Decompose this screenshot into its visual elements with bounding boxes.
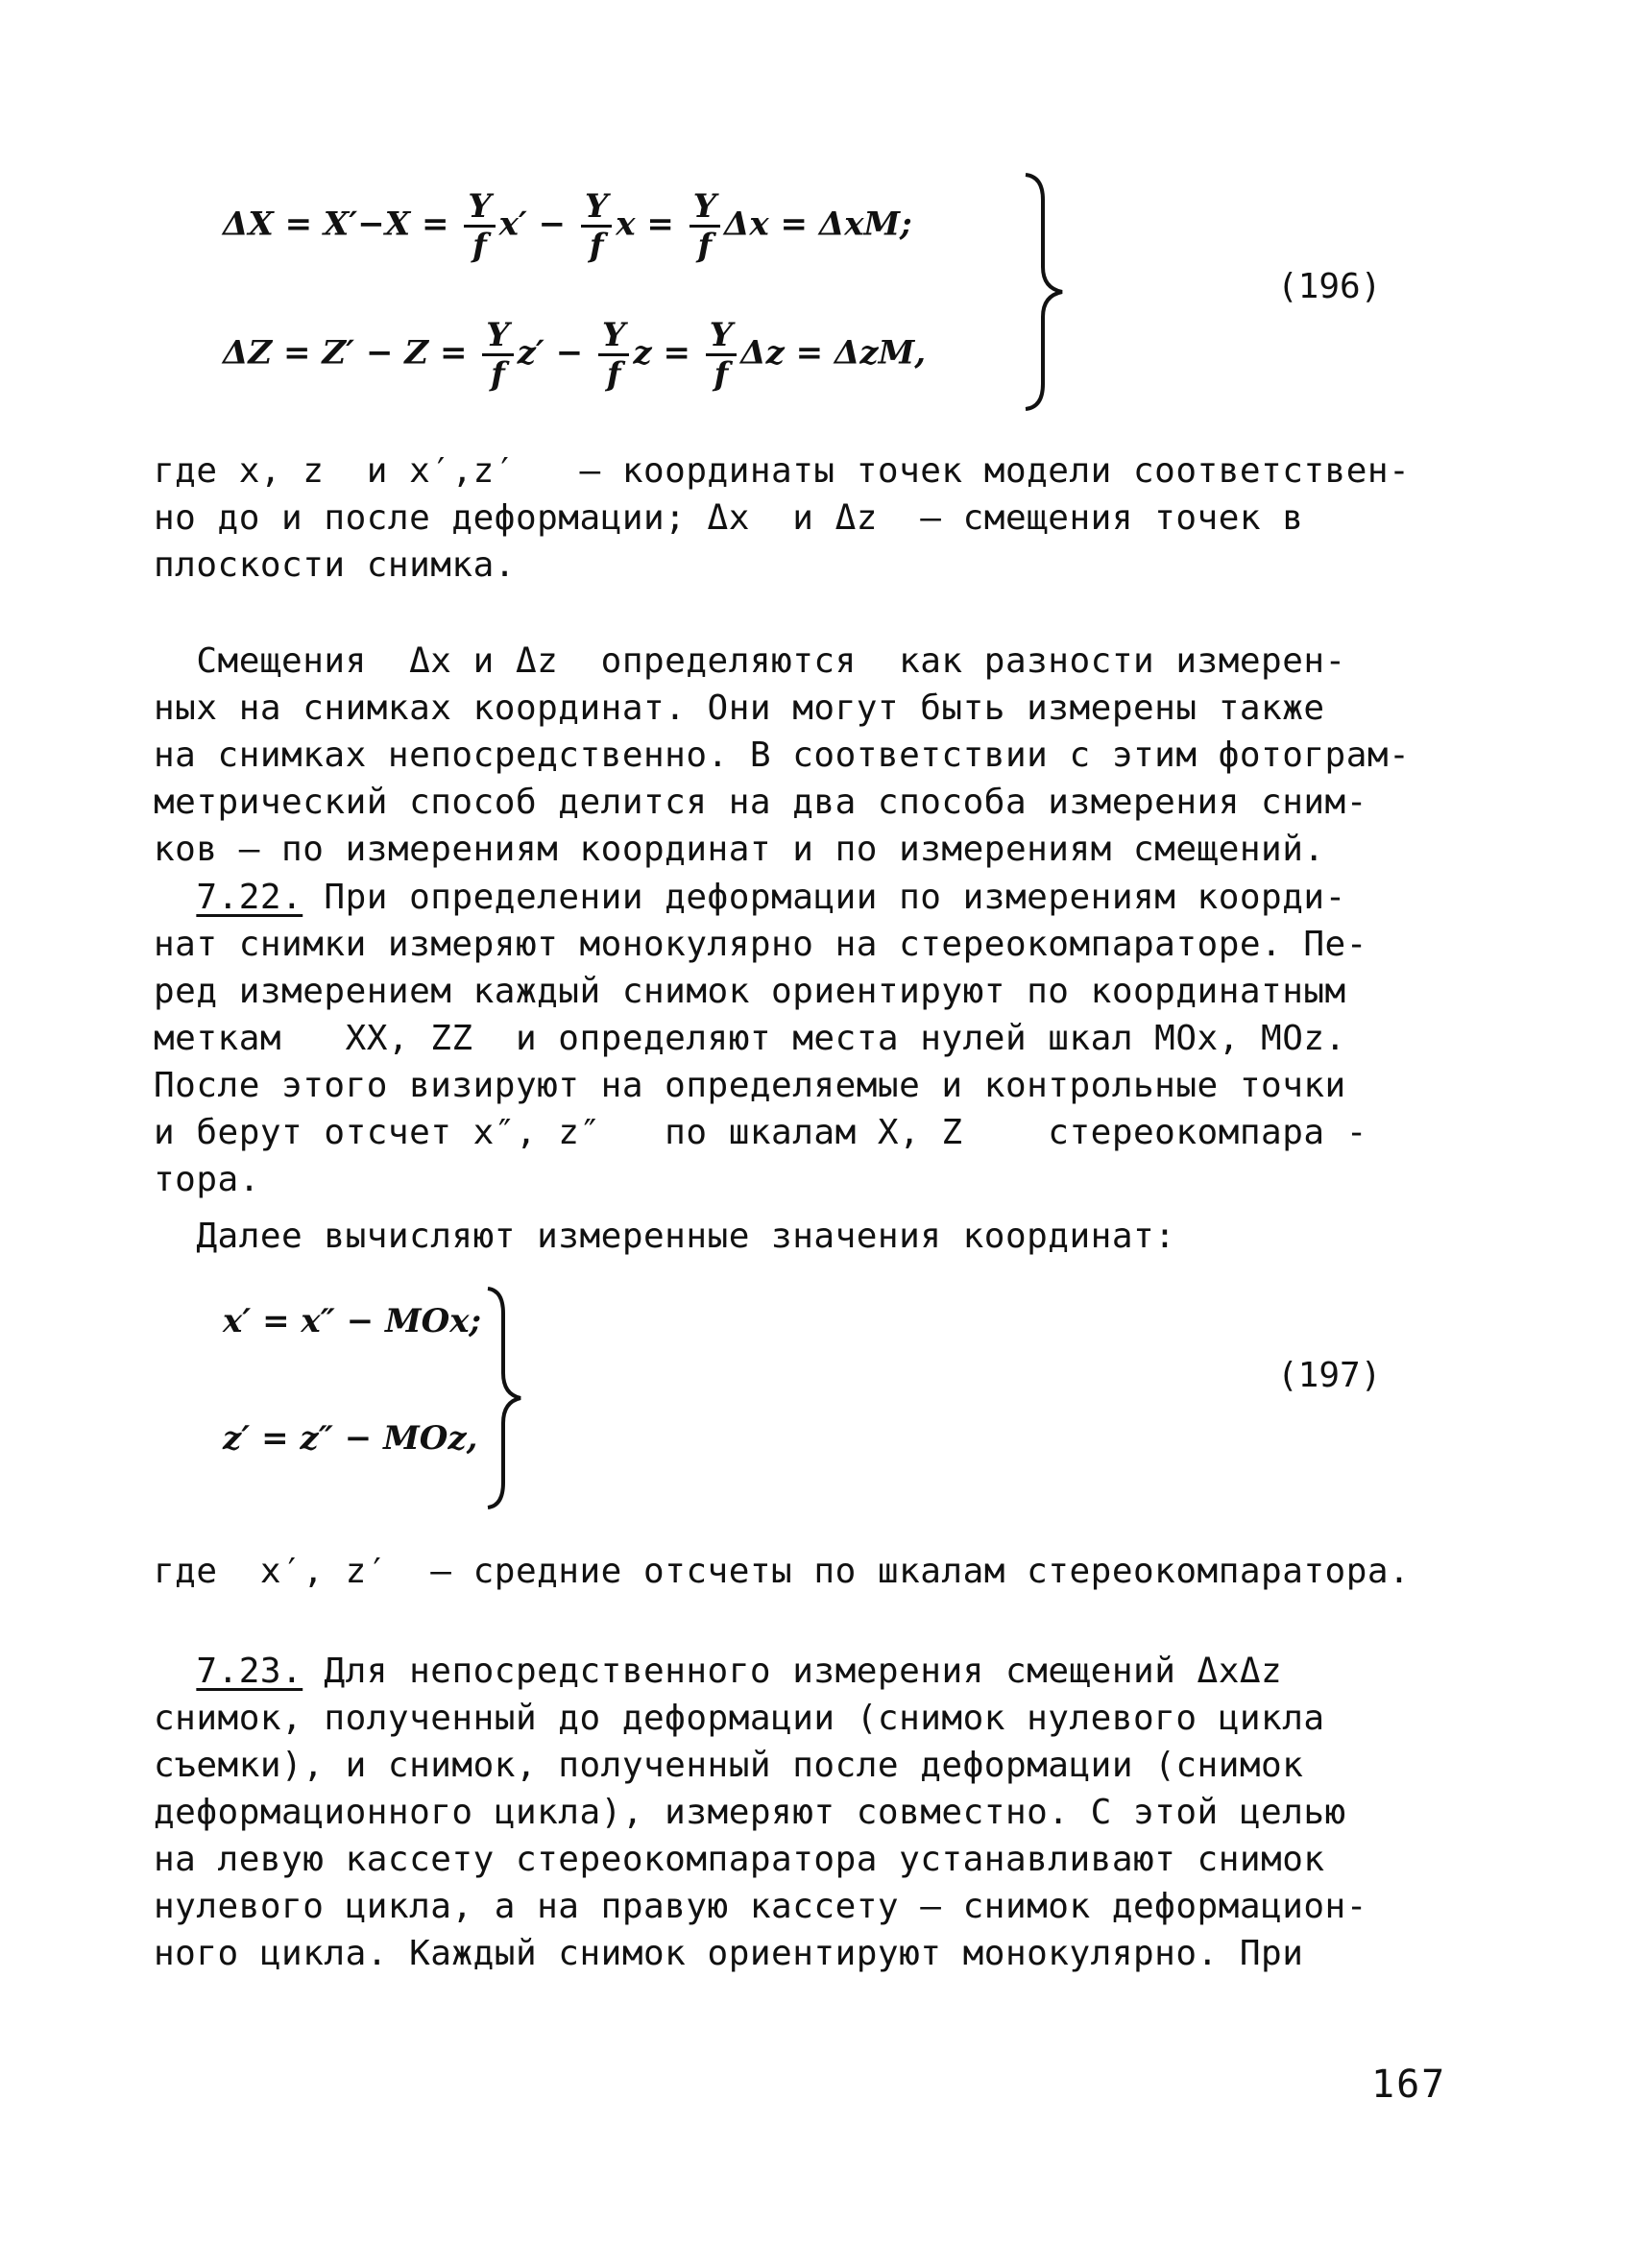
eq197-line1: x′ = x″ − MOx; [223,1302,482,1340]
section-7-22-first-line: 7.22. При определении деформации по измерениям коорди- [196,878,1346,917]
paragraph-line: деформационного цикла), измеряют совместно. С этой целью [154,1793,1346,1832]
eq197-number: (197) [1277,1356,1382,1395]
section-7-23-first-line: 7.23. Для непосредственного измерения смещений ΔxΔz [196,1652,1283,1691]
paragraph-line: где x, z и x′,z′ – координаты точек модели соответствен- [154,451,1411,491]
paragraph-line: на снимках непосредственно. В соответствии с этим фотограм- [154,736,1411,775]
paragraph-line: После этого визируют на определяемые и контрольные точки [154,1066,1346,1105]
page-number: 167 [1371,2063,1447,2107]
paragraph-line: но до и после деформации; Δx и Δz – смещения точек в [154,498,1304,538]
paragraph-line: где x′, z′ – средние отсчеты по шкалам стереокомпаратора. [154,1552,1411,1591]
paragraph-line: нат снимки измеряют монокулярно на стереокомпараторе. Пе- [154,925,1367,964]
paragraph-line: Смещения Δx и Δz определяются как разности измерен- [154,641,1346,681]
paragraph-line: метрический способ делится на два способа измерения сним- [154,783,1367,822]
paragraph-line: Далее вычисляют измеренные значения координат: [154,1217,1176,1256]
eq197-brace [480,1285,534,1511]
paragraph-line: меткам XX, ZZ и определяют места нулей шкал MOx, MOz. [154,1019,1346,1058]
paragraph-line: ков – по измерениям координат и по измерениям смещений. [154,830,1325,869]
eq196-brace [1018,171,1076,413]
paragraph-line: съемки), и снимок, полученный после деформации (снимок [154,1746,1304,1785]
paragraph-line: на левую кассету стереокомпаратора устанавливают снимок [154,1840,1325,1879]
paragraph-line: снимок, полученный до деформации (снимок нулевого цикла [154,1699,1325,1738]
paragraph-line: и берут отсчет x″, z″ по шкалам X, Z стереокомпара - [154,1113,1367,1152]
eq196-number: (196) [1277,267,1382,306]
paragraph-line: нулевого цикла, а на правую кассету – снимок деформацион- [154,1887,1367,1926]
paragraph-line: тора. [154,1160,260,1199]
eq196-line1: ΔX = X′−X = $\frac{Y}{f}$ x′ − $\frac{Y}{f}$ x = $\frac{Y}{f}$ Δx = ΔxM; [223,187,912,265]
eq197-line2: z′ = z″ − MOz, [223,1419,478,1458]
section-number: 7.22. [196,878,303,917]
paragraph-line: ного цикла. Каждый снимок ориентируют монокулярно. При [154,1934,1304,1973]
section-number: 7.23. [196,1652,303,1691]
eq196-line2: ΔZ = Z′ − Z = $\frac{Y}{f}$ z′ − $\frac{Y}{f}$ z = $\frac{Y}{f}$ Δz = ΔzM, [223,316,927,394]
paragraph-line: ных на снимках координат. Они могут быть измерены также [154,688,1325,728]
paragraph-line: плоскости снимка. [154,545,516,585]
paragraph-line: ред измерением каждый снимок ориентируют по координатным [154,972,1346,1011]
